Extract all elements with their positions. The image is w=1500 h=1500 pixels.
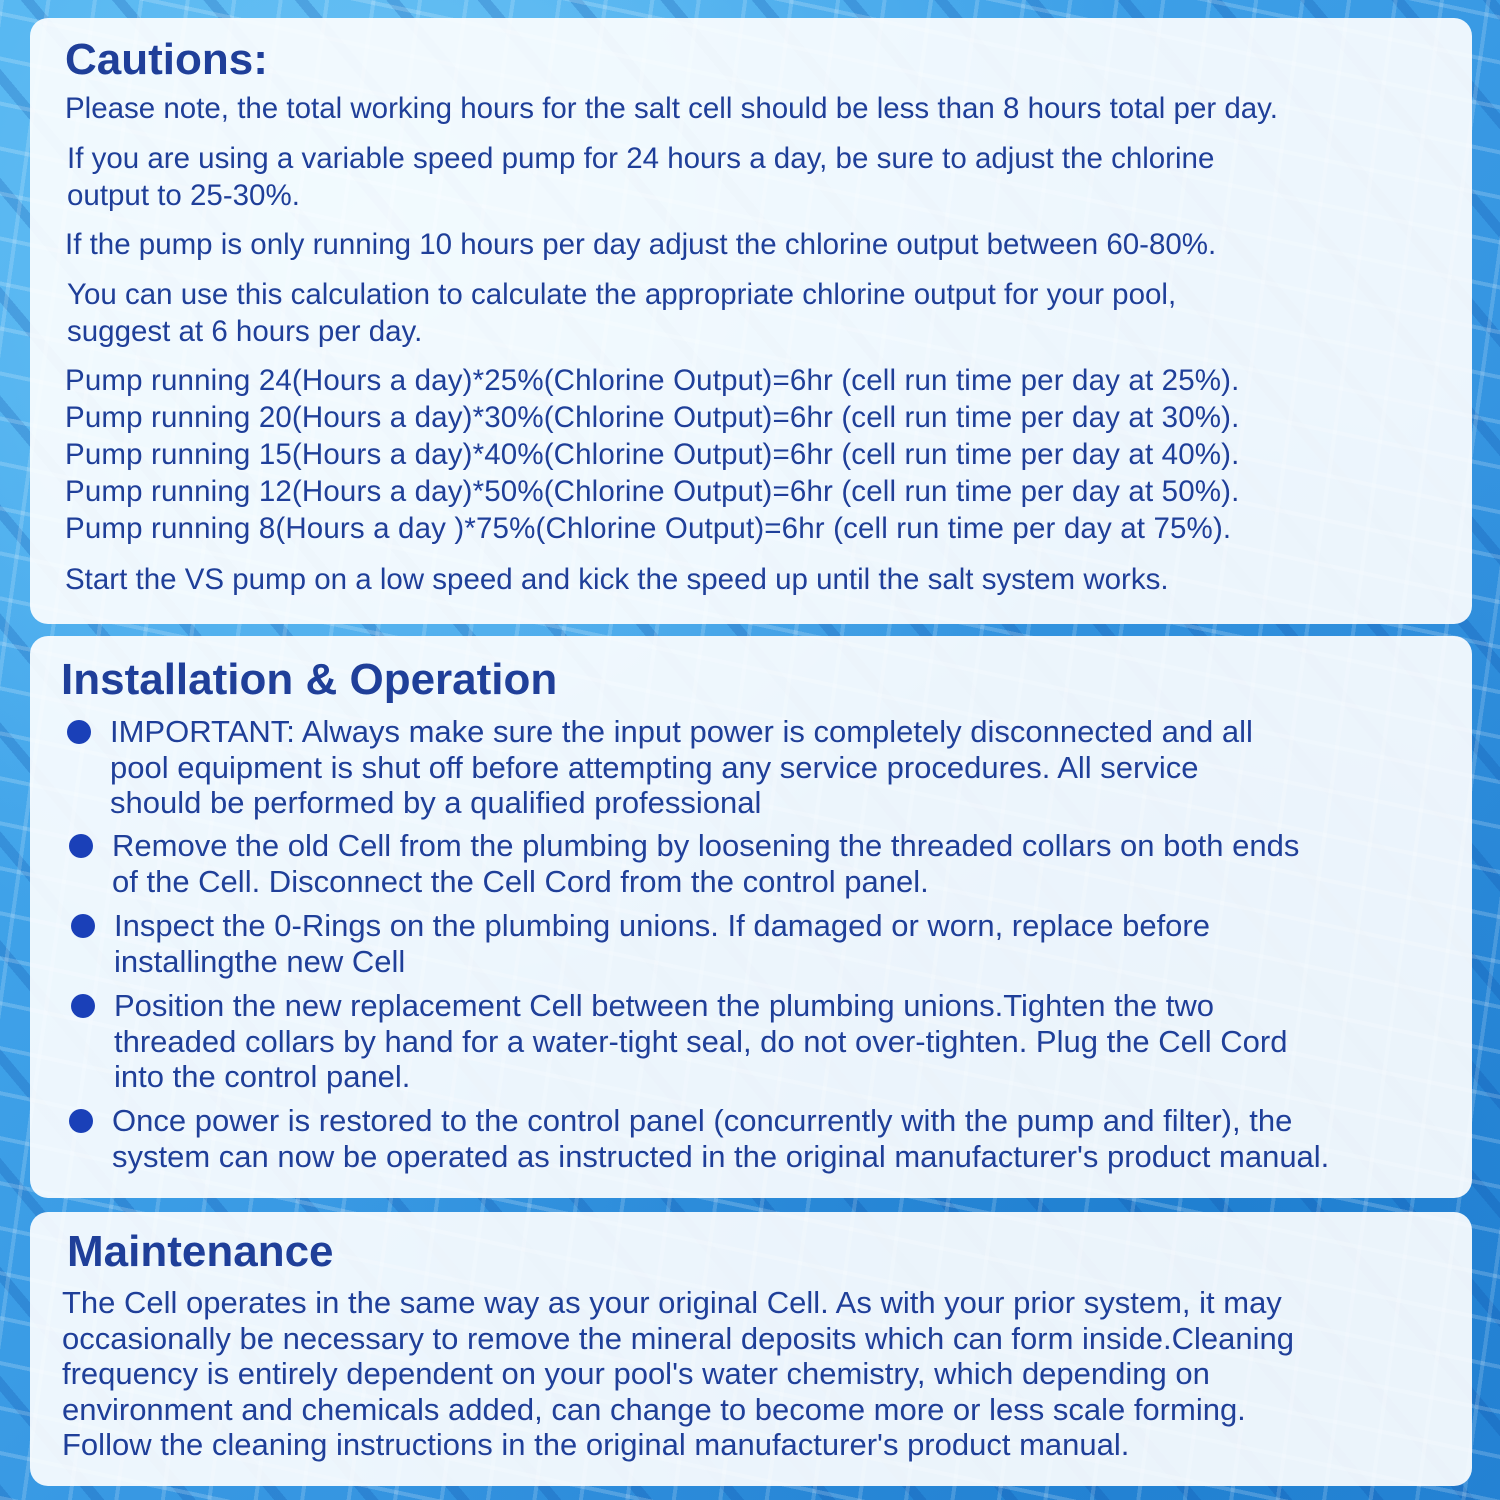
- installation-bullet: [30, 714, 1253, 821]
- bullet-line: should be performed by a qualified professional: [110, 785, 762, 820]
- bullet-line: system can now be operated as instructed in the original manufacturer's product manual.: [112, 1138, 1330, 1174]
- maintenance-line: The Cell operates in the same way as your original Cell. As with your prior system, it may: [62, 1285, 1282, 1320]
- caution-closing: Start the VS pump on a low speed and kick the speed up until the salt system works.: [65, 563, 1169, 596]
- calculation-list: [65, 362, 1239, 547]
- bullet-line: Remove the old Cell from the plumbing by loosening the threaded collars on both ends: [112, 828, 1300, 863]
- bullet-line: installingthe new Cell: [114, 943, 406, 979]
- cautions-title: Cautions:: [65, 35, 268, 84]
- bullet-dot-icon: [67, 720, 91, 744]
- maintenance-text: [62, 1285, 1294, 1463]
- caution-paragraph: [67, 140, 1214, 214]
- bullet-dot-icon: [69, 834, 93, 858]
- bullet-line: of the Cell. Disconnect the Cell Cord from the control panel.: [112, 863, 929, 899]
- installation-bullet: [32, 828, 1299, 899]
- calculation-line: Pump running 20(Hours a day)*30%(Chlorine Output)=6hr (cell run time per day at 30%).: [65, 401, 1240, 434]
- caution-paragraph: [65, 226, 1216, 263]
- bullet-dot-icon: [71, 994, 95, 1018]
- calculation-line: Pump running 15(Hours a day)*40%(Chlorine Output)=6hr (cell run time per day at 40%).: [65, 438, 1240, 471]
- bullet-dot-icon: [69, 1109, 93, 1133]
- bullet-line: IMPORTANT: Always make sure the input power is completely disconnected and all: [110, 714, 1253, 749]
- bullet-line: into the control panel.: [114, 1059, 411, 1094]
- caution-line: You can use this calculation to calculate the appropriate chlorine output for your pool,: [67, 278, 1177, 311]
- caution-line: Please note, the total working hours for the salt cell should be less than 8 hours total per day.: [65, 92, 1278, 125]
- caution-line: output to 25-30%.: [67, 179, 300, 212]
- installation-bullet: [34, 988, 1288, 1095]
- calculation-line: Pump running 12(Hours a day)*50%(Chlorine Output)=6hr (cell run time per day at 50%).: [65, 475, 1240, 508]
- installation-title: Installation & Operation: [61, 655, 558, 704]
- installation-panel: [30, 636, 1472, 1198]
- cautions-panel: [30, 18, 1472, 624]
- maintenance-line: Follow the cleaning instructions in the original manufacturer's product manual.: [62, 1427, 1130, 1462]
- caution-line: suggest at 6 hours per day.: [67, 315, 423, 348]
- maintenance-panel: [30, 1212, 1472, 1486]
- bullet-line: pool equipment is shut off before attempting any service procedures. All service: [110, 749, 1199, 785]
- bullet-line: Inspect the 0-Rings on the plumbing unions. If damaged or worn, replace before: [114, 908, 1210, 943]
- caution-line: If the pump is only running 10 hours per day adjust the chlorine output between 60-80%.: [65, 228, 1217, 261]
- maintenance-line: frequency is entirely dependent on your pool's water chemistry, which depending on: [62, 1356, 1210, 1391]
- caution-paragraph: [65, 90, 1278, 127]
- bullet-line: threaded collars by hand for a water-tight seal, do not over-tighten. Plug the Cell Cord: [114, 1023, 1288, 1059]
- maintenance-title: Maintenance: [67, 1227, 334, 1276]
- installation-bullet: [32, 1103, 1329, 1174]
- bullet-line: Once power is restored to the control panel (concurrently with the pump and filter), the: [112, 1103, 1293, 1138]
- maintenance-line: occasionally be necessary to remove the mineral deposits which can form inside.Cleaning: [62, 1320, 1295, 1356]
- maintenance-line: environment and chemicals added, can change to become more or less scale forming.: [62, 1391, 1246, 1427]
- caution-paragraph: [67, 276, 1176, 350]
- installation-bullet: [34, 908, 1210, 979]
- bullet-dot-icon: [71, 914, 95, 938]
- caution-line: If you are using a variable speed pump for 24 hours a day, be sure to adjust the chlorine: [67, 142, 1215, 175]
- calculation-line: Pump running 24(Hours a day)*25%(Chlorine Output)=6hr (cell run time per day at 25%).: [65, 364, 1240, 397]
- calculation-line: Pump running 8(Hours a day )*75%(Chlorine Output)=6hr (cell run time per day at 75%).: [65, 512, 1232, 545]
- bullet-line: Position the new replacement Cell between the plumbing unions.Tighten the two: [114, 988, 1215, 1023]
